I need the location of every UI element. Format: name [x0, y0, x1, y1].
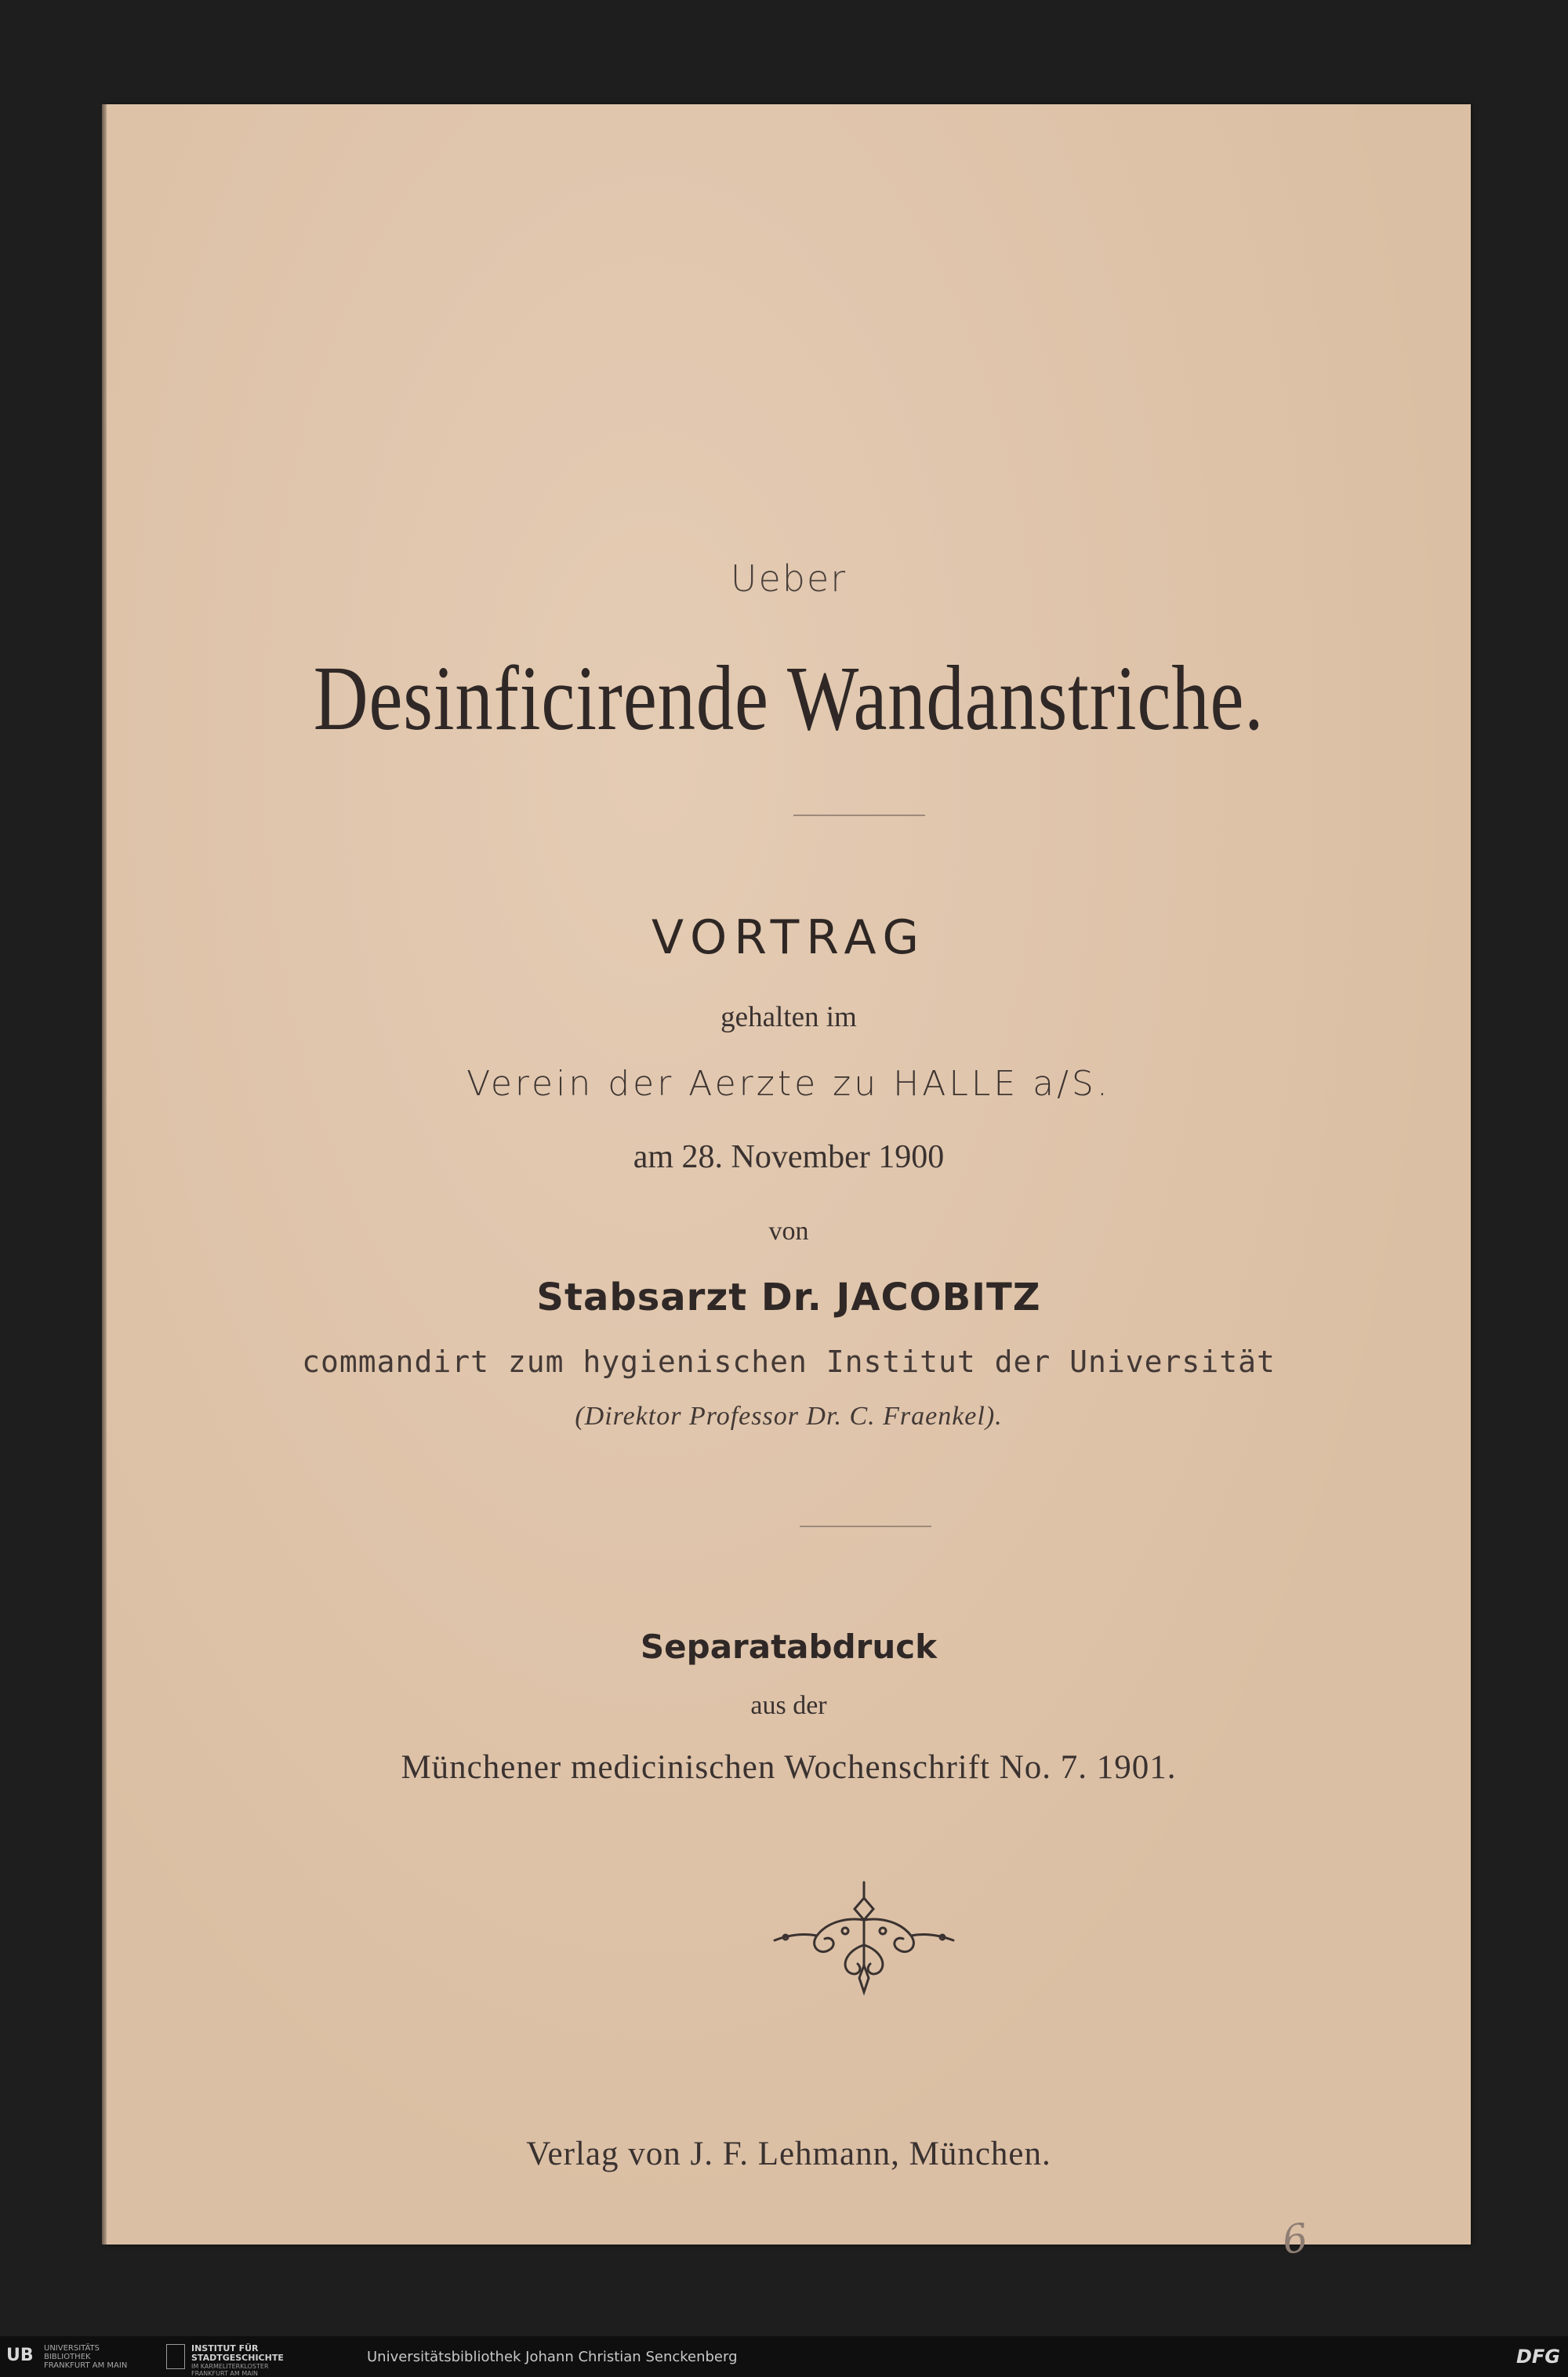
- ub-logo-subtitle: UNIVERSITÄTS BIBLIOTHEK FRANKFURT AM MAIN: [44, 2344, 128, 2370]
- divider-rule: [793, 815, 925, 816]
- title-prefix: Ueber: [730, 557, 848, 600]
- library-name: Universitätsbibliothek Johann Christian Senckenberg: [367, 2349, 738, 2365]
- ub-logo: UB: [6, 2346, 34, 2365]
- lecture-heading: VORTRAG: [652, 910, 926, 965]
- author-affiliation: commandirt zum hygienischen Institut der Universität: [302, 1345, 1276, 1379]
- institute-director: (Direktor Professor Dr. C. Fraenkel).: [575, 1402, 1003, 1431]
- held-in-text: gehalten im: [720, 1001, 857, 1033]
- ornament-icon: [770, 1878, 958, 1997]
- from-the-text: aus der: [750, 1691, 827, 1720]
- institute-logo-subtitle: IM KARMELITERKLOSTER FRANKFURT AM MAIN: [191, 2363, 269, 2377]
- pencil-annotation: 6: [1279, 2215, 1311, 2263]
- divider-rule: [800, 1526, 931, 1527]
- institute-emblem-icon: [166, 2344, 185, 2369]
- journal-citation: Münchener medicinischen Wochenschrift No. 7. 1901.: [401, 1749, 1177, 1786]
- institute-logo: INSTITUT FÜR STADTGESCHICHTE: [191, 2343, 284, 2363]
- offprint-heading: Separatabdruck: [640, 1628, 938, 1666]
- document-page: [107, 104, 1471, 2263]
- lecture-date: am 28. November 1900: [633, 1139, 945, 1175]
- footer-bar: [0, 2336, 1568, 2377]
- society-name: Verein der Aerzte zu HALLE a/S.: [466, 1064, 1111, 1104]
- author-name: Stabsarzt Dr. JACOBITZ: [536, 1276, 1041, 1319]
- by-text: von: [768, 1217, 809, 1246]
- main-title: Desinficirende Wandanstriche.: [313, 647, 1265, 749]
- dfg-logo: DFG: [1515, 2346, 1560, 2368]
- publisher-line: Verlag von J. F. Lehmann, München.: [526, 2136, 1051, 2172]
